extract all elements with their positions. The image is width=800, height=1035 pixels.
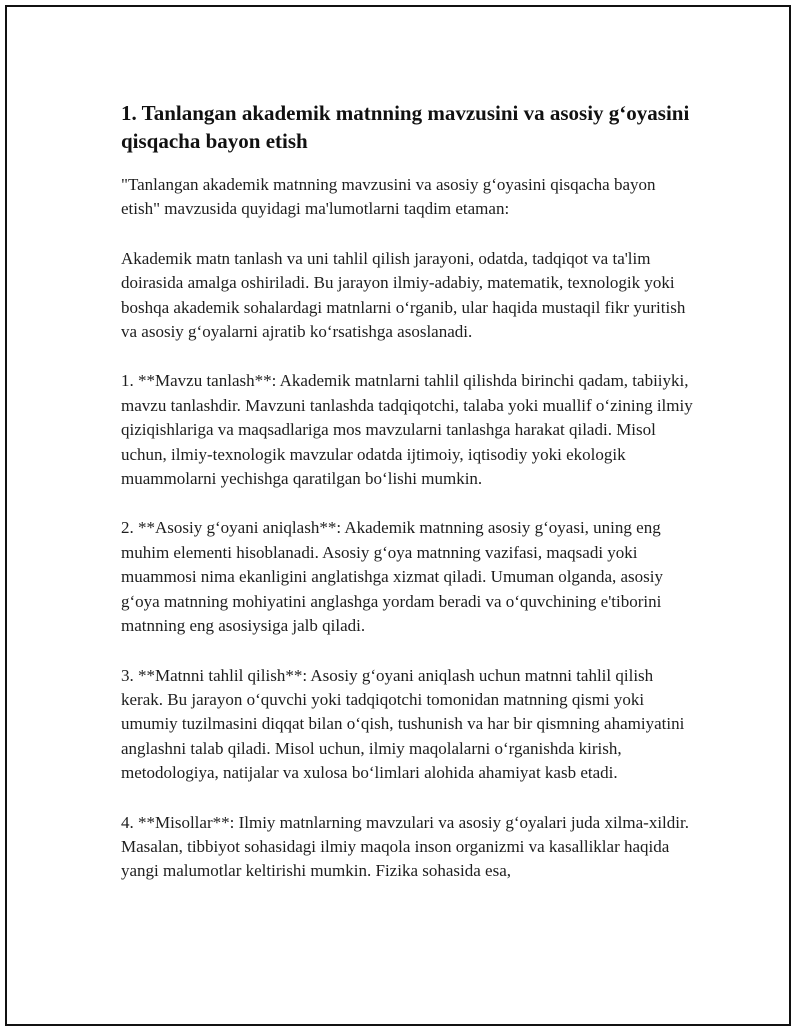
intro-paragraph: "Tanlangan akademik matnning mavzusini va asosiy g‘oyasini qisqacha bayon etish" mavzusida quyidagi ma'lumotlarni taqdim etaman: <box>121 175 656 219</box>
examples-paragraph: 4. **Misollar**: Ilmiy matnlarning mavzulari va asosiy g‘oyalari juda xilma-xildir. Masalan, tibbiyot sohasidagi ilmiy maqola inson organizmi va kasalliklar haqida yangi malumotlar keltirishi mumkin. Fizika sohasida esa, <box>121 812 689 881</box>
document-page <box>5 5 791 1026</box>
main-idea-paragraph: 2. **Asosiy g‘oyani aniqlash**: Akademik matnning asosiy g‘oyasi, uning eng muhim elementi hisoblanadi. Asosiy g‘oya matnning vazifasi, maqsadi yoki muammosi nima ekanligini anglatishga xizmat qiladi. Umuman olganda, asosiy g‘oya matnning mohiyatini anglashga yordam beradi va o‘quvchining e'tiborini matnning eng asosiysiga jalb qiladi. <box>121 518 664 636</box>
text-analysis-paragraph: 3. **Matnni tahlil qilish**: Asosiy g‘oyani aniqlash uchun matnni tahlil qilish kerak. Bu jarayon o‘quvchi yoki tadqiqotchi tomonidan matnning qismi yoki umumiy tuzilmasini diqqat bilan o‘qish, tushunish va har bir qismning ahamiyatini anglashni talab qiladi. Misol uchun, ilmiy maqolalarni o‘rganishda kirish, metodologiya, natijalar va xulosa bo‘limlari alohida ahamiyat kasb etadi. <box>121 665 685 783</box>
topic-selection-paragraph: 1. **Mavzu tanlash**: Akademik matnlarni tahlil qilishda birinchi qadam, tabiiyki, mavzu tanlashdir. Mavzuni tanlashda tadqiqotchi, talaba yoki muallif o‘zining ilmiy qiziqishlariga va maqsadlariga mos mavzularni tanlashga harakat qiladi. Misol uchun, ilmiy-texnologik mavzular odatda ijtimoiy, iqtisodiy yoki ekologik muammolarni yechishga qaratilgan bo‘lishi mumkin. <box>121 371 693 489</box>
context-paragraph: Akademik matn tanlash va uni tahlil qilish jarayoni, odatda, tadqiqot va ta'lim doirasida amalga oshiriladi. Bu jarayon ilmiy-adabiy, matematik, texnologik yoki boshqa akademik sohalardagi matnlarni o‘rganib, ular haqida mustaqil fikr yuritish va asosiy g‘oyalarni ajratib ko‘rsatishga asoslanadi. <box>121 248 686 342</box>
document-title: 1. Tanlangan akademik matnning mavzusini va asosiy g‘oyasini qisqacha bayon etish <box>121 101 690 153</box>
document-content <box>121 99 693 909</box>
